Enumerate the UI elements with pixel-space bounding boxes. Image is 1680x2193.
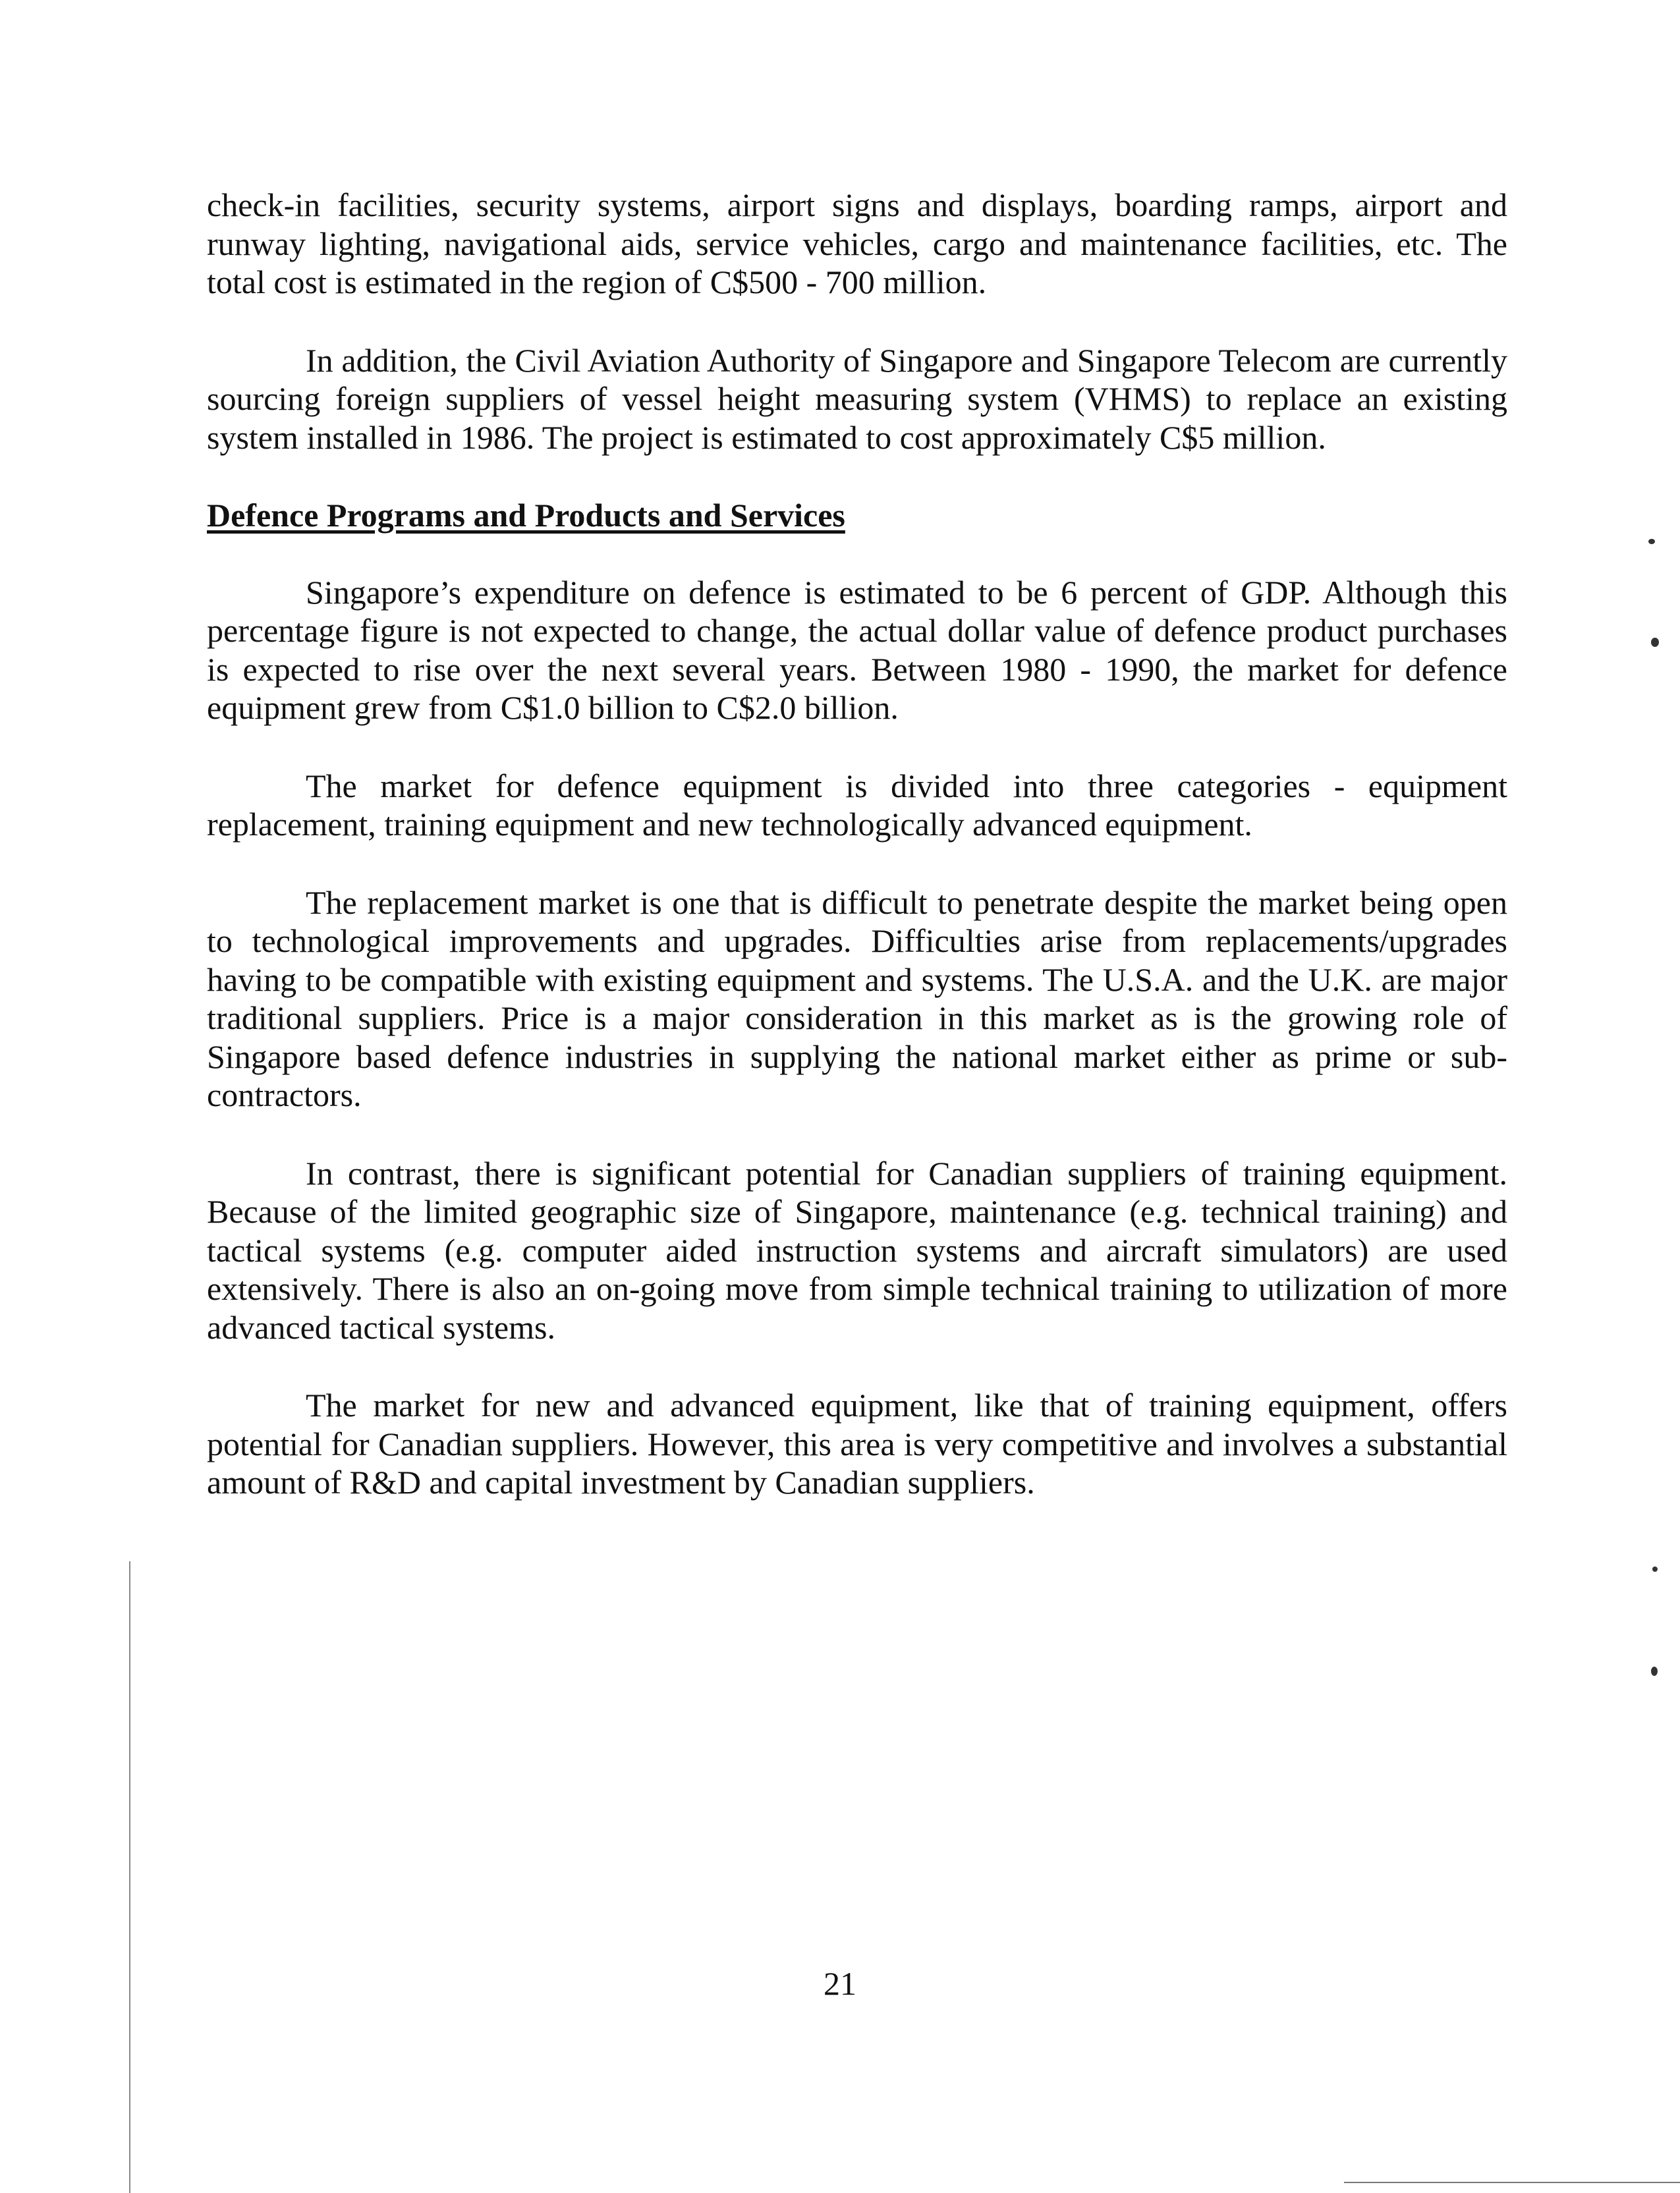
paragraph-advanced-equipment: The market for new and advanced equipment, like that of training equipment, offers potential for Canadian suppliers. However, this area is very competitive and involves a substantial amount of R&D and capital investment by Canadian suppliers. (207, 1387, 1507, 1501)
paragraph-gap (207, 1346, 1507, 1386)
section-heading: Defence Programs and Products and Services (207, 497, 845, 534)
scan-speck (1651, 638, 1659, 647)
scan-speck (1652, 1567, 1658, 1572)
paragraph-airport-facilities: check-in facilities, security systems, airport signs and displays, boarding ramps, airport and runway lighting, navigational aids, service vehicles, cargo and maintenance facilities, etc. The total cost is estimated in the region of C$500 - 700 million. (207, 186, 1507, 300)
paragraph-gap (207, 727, 1507, 767)
scan-margin-line (129, 1561, 130, 2193)
paragraph-gap (207, 844, 1507, 883)
scan-speck (1648, 539, 1655, 544)
page-number: 21 (824, 1965, 856, 2002)
paragraph-market-categories: The market for defence equipment is divided into three categories - equipment replacement, training equipment and new technologically advanced equipment. (207, 767, 1507, 843)
paragraph-training-equipment: In contrast, there is significant potential for Canadian suppliers of training equipment. Because of the limited geographic size of Singapore, maintenance (e.g. technical training) and tactical systems (e.g. computer aided instruction systems and aircraft simulators) are used extensively. There is also an on-going move from simple technical training to utilization of more advanced tactical systems. (207, 1154, 1507, 1346)
paragraph-vhms: In addition, the Civil Aviation Authority of Singapore and Singapore Telecom are currently sourcing foreign suppliers of vessel height measuring system (VHMS) to replace an existing system installed in 1986. The project is estimated to cost approximately C$5 million. (207, 341, 1507, 456)
page-body (207, 186, 1507, 1502)
paragraph-gap (207, 535, 1507, 573)
scan-speck (1651, 1667, 1658, 1676)
paragraph-replacement-market: The replacement market is one that is difficult to penetrate despite the market being open to technological improvements and upgrades. Difficulties arise from replacements/upgrades having to be compatible with existing equipment and systems. The U.S.A. and the U.K. are major traditional suppliers. Price is a major consideration in this market as is the growing role of Singapore based defence industries in supplying the national market either as prime or sub-contractors. (207, 883, 1507, 1113)
paragraph-gap (207, 457, 1507, 496)
paragraph-gap (207, 302, 1507, 341)
scan-footer-rule (1344, 2182, 1680, 2183)
paragraph-defence-expenditure: Singapore’s expenditure on defence is estimated to be 6 percent of GDP. Although this percentage figure is not expected to change, the actual dollar value of defence product purchases is expected to rise over the next several years. Between 1980 - 1990, the market for defence equipment grew from C$1.0 billion to C$2.0 billion. (207, 573, 1507, 726)
paragraph-gap (207, 1115, 1507, 1154)
